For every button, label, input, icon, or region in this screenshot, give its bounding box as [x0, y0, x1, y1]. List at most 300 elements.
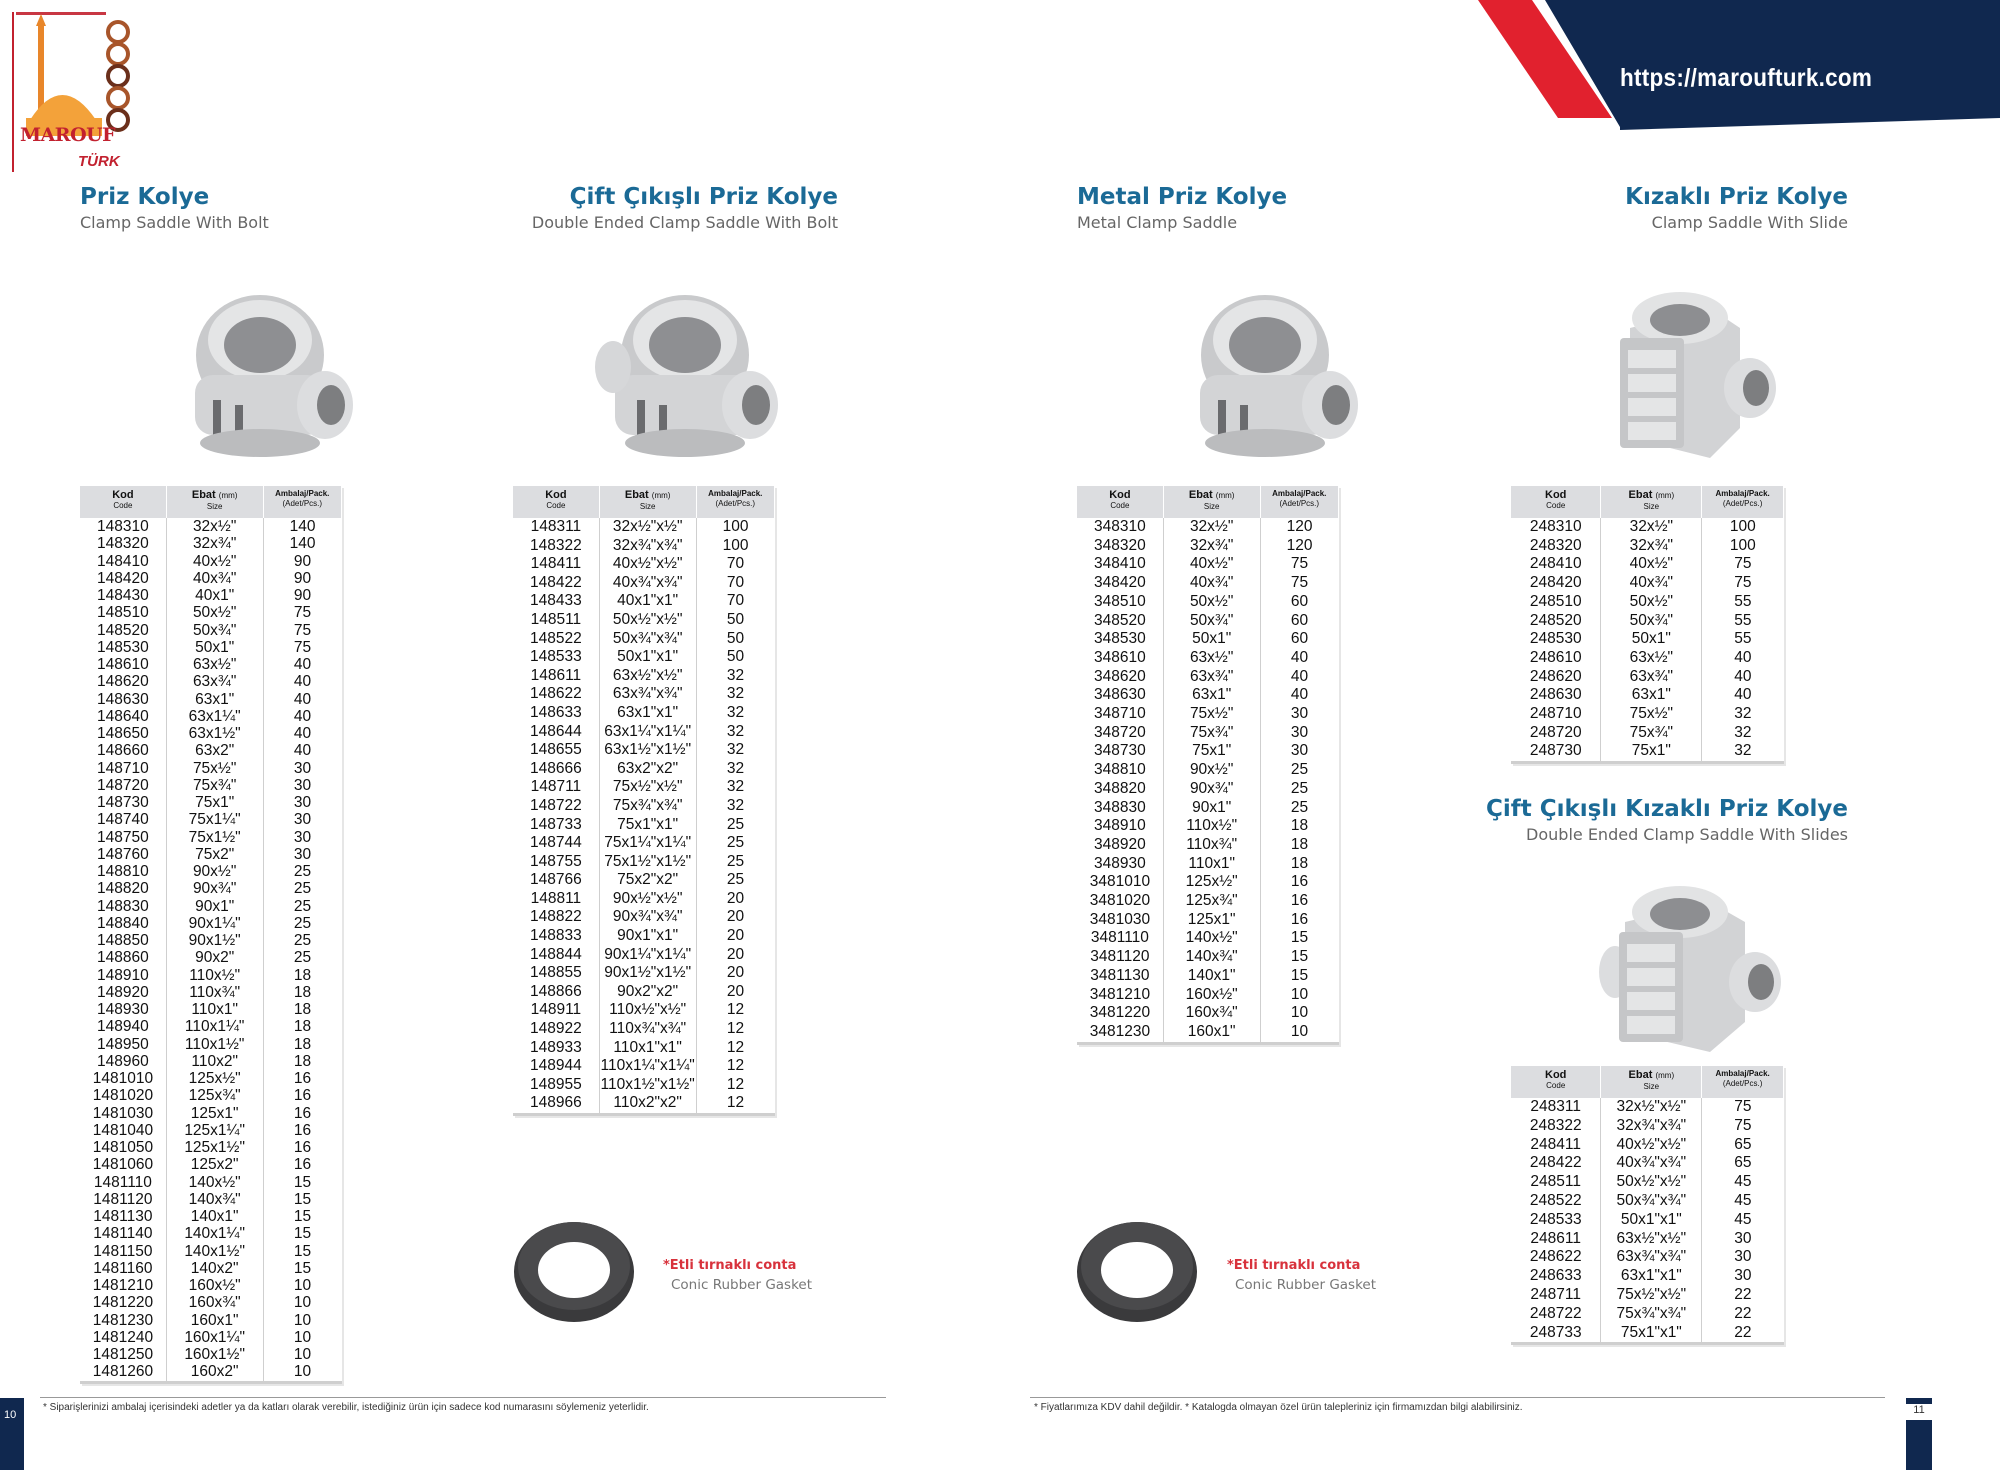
cell-size: 32x½" — [1163, 518, 1260, 537]
cell-code: 148930 — [80, 1001, 166, 1018]
cell-size: 125x¾" — [166, 1087, 263, 1104]
header-pack-en: (Adet/Pcs.) — [1722, 1079, 1763, 1088]
cell-pack: 30 — [293, 845, 312, 863]
cell-pack: 15 — [1290, 929, 1309, 947]
cell-size: 75x1" — [1163, 742, 1260, 761]
cell-pack: 32 — [726, 703, 745, 721]
cell-code: 1481230 — [80, 1312, 166, 1329]
cell-size: 63x1"x1" — [1601, 1267, 1702, 1286]
header-size — [1163, 486, 1260, 518]
cell-code: 1481120 — [80, 1191, 166, 1208]
header-pack — [1702, 486, 1784, 518]
cell-pack: 100 — [722, 518, 749, 535]
cell-code: 248511 — [1511, 1173, 1601, 1192]
gasket-image-left — [510, 1212, 640, 1327]
cell-code: 148733 — [513, 816, 599, 835]
table-header-row — [80, 486, 342, 518]
cell-pack: 65 — [1734, 1154, 1752, 1172]
table-row — [513, 611, 775, 630]
cell-size: 75x1" — [166, 794, 263, 811]
cell-code: 348420 — [1077, 574, 1163, 593]
cell-code: 3481010 — [1077, 873, 1163, 892]
cell-code: 148933 — [513, 1039, 599, 1058]
table-row — [80, 535, 342, 552]
table-row — [513, 983, 775, 1002]
table-row — [80, 1122, 342, 1139]
cell-code: 1481110 — [80, 1174, 166, 1191]
table-cift-kizakli — [1511, 1066, 1784, 1345]
cell-code: 148810 — [80, 863, 166, 880]
gasket-subtitle-right: Conic Rubber Gasket — [1235, 1277, 1377, 1293]
cell-pack: 10 — [263, 1363, 341, 1382]
cell-pack: 75 — [293, 638, 312, 656]
logo-wordmark: MAROUF — [20, 124, 116, 146]
cell-size: 75x1"x1" — [599, 816, 696, 835]
section-title-cift-cikisli: Çift Çıkışlı Priz Kolye — [569, 184, 838, 210]
cell-code: 248310 — [1511, 518, 1601, 537]
table-row — [80, 1053, 342, 1070]
cell-pack: 32 — [726, 685, 745, 703]
cell-size: 63x1½" — [166, 725, 263, 742]
header-code-label: Kod — [1545, 489, 1567, 501]
header-code — [1511, 486, 1601, 518]
cell-pack: 10 — [293, 1294, 312, 1312]
section-subtitle-priz-kolye: Clamp Saddle With Bolt — [80, 213, 269, 232]
cell-size: 63x¾"x¾" — [599, 685, 696, 704]
table-row — [513, 1094, 775, 1114]
cell-size: 140x1½" — [166, 1243, 263, 1260]
cell-size: 160x1½" — [166, 1346, 263, 1363]
table-row — [80, 742, 342, 759]
table-row — [513, 797, 775, 816]
cell-pack: 100 — [722, 536, 749, 554]
page-number-left: 10 — [4, 1409, 17, 1421]
table-row — [513, 778, 775, 797]
table-row — [1077, 612, 1339, 631]
cell-code: 148655 — [513, 741, 599, 760]
cell-code: 148760 — [80, 846, 166, 863]
table-row — [1077, 1023, 1339, 1043]
cell-size: 40x1"x1" — [599, 592, 696, 611]
table-row — [1077, 761, 1339, 780]
logo-subtitle: TÜRK — [78, 153, 120, 170]
cell-pack: 70 — [726, 573, 745, 591]
cell-code: 1481130 — [80, 1208, 166, 1225]
cell-code: 348910 — [1077, 817, 1163, 836]
footer-divider-left — [40, 1397, 886, 1398]
cell-size: 63x¾" — [1163, 668, 1260, 687]
table-row — [1511, 1324, 1784, 1344]
cell-pack: 40 — [1290, 686, 1309, 704]
cell-code: 348920 — [1077, 836, 1163, 855]
header-pack — [1702, 1066, 1784, 1098]
cell-size: 75x1½" — [166, 829, 263, 846]
cell-pack: 75 — [1734, 1098, 1752, 1115]
cell-pack: 30 — [1290, 742, 1309, 760]
header-code-en: Code — [546, 501, 566, 510]
cell-code: 148650 — [80, 725, 166, 742]
cell-code: 148720 — [80, 777, 166, 794]
cell-code: 248622 — [1511, 1248, 1601, 1267]
cell-pack: 40 — [1734, 667, 1752, 685]
cell-code: 3481220 — [1077, 1004, 1163, 1023]
cell-size: 40x¾" — [1163, 574, 1260, 593]
table-row — [513, 574, 775, 593]
cell-code: 248722 — [1511, 1305, 1601, 1324]
table-row — [80, 829, 342, 846]
cell-code: 3481120 — [1077, 948, 1163, 967]
cell-size: 90x½"x½" — [599, 890, 696, 909]
cell-size: 140x1" — [1163, 967, 1260, 986]
page-number-right: 11 — [1906, 1404, 1932, 1420]
table-row — [1511, 1173, 1784, 1192]
cell-size: 75x1"x1" — [1601, 1324, 1702, 1344]
table-row — [1511, 1136, 1784, 1155]
cell-code: 148866 — [513, 983, 599, 1002]
cell-size: 160x½" — [1163, 986, 1260, 1005]
cell-pack: 25 — [726, 834, 745, 852]
cell-pack: 30 — [1290, 705, 1309, 723]
cell-size: 160x1" — [166, 1312, 263, 1329]
cell-size: 90x½" — [166, 863, 263, 880]
cell-code: 348510 — [1077, 593, 1163, 612]
table-row — [513, 1020, 775, 1039]
cell-pack: 15 — [293, 1173, 312, 1191]
cell-pack: 40 — [1734, 648, 1752, 666]
cell-size: 32x½" — [1601, 518, 1702, 537]
cell-code: 348530 — [1077, 630, 1163, 649]
table-row — [513, 871, 775, 890]
cell-code: 148740 — [80, 811, 166, 828]
cell-pack: 12 — [726, 1075, 745, 1093]
cell-code: 148520 — [80, 622, 166, 639]
table-row — [513, 537, 775, 556]
cell-code: 348710 — [1077, 705, 1163, 724]
cell-pack: 15 — [293, 1208, 312, 1225]
header-size-en: Size — [206, 502, 223, 511]
cell-pack: 18 — [1290, 854, 1309, 872]
cell-code: 248630 — [1511, 686, 1601, 705]
cell-pack: 25 — [726, 871, 745, 889]
cell-size: 32x¾"x¾" — [1601, 1117, 1702, 1136]
cell-code: 148310 — [80, 518, 166, 535]
cell-code: 1481150 — [80, 1243, 166, 1260]
cell-pack: 20 — [726, 945, 745, 963]
cell-size: 110x1¼" — [166, 1018, 263, 1035]
cell-code: 248533 — [1511, 1211, 1601, 1230]
cell-pack: 18 — [293, 1001, 312, 1018]
cell-pack: 75 — [293, 621, 312, 639]
cell-code: 1481240 — [80, 1329, 166, 1346]
cell-pack: 15 — [293, 1242, 312, 1260]
cell-size: 50x¾" — [1163, 612, 1260, 631]
cell-size: 63x1½"x1½" — [599, 741, 696, 760]
cell-pack: 40 — [293, 656, 312, 673]
cell-pack: 16 — [293, 1070, 312, 1087]
header-code — [1511, 1066, 1601, 1098]
cell-pack: 32 — [726, 759, 745, 777]
table-row — [1077, 911, 1339, 930]
cell-code: 248420 — [1511, 574, 1601, 593]
cell-size: 160x½" — [166, 1277, 263, 1294]
cell-code: 148533 — [513, 648, 599, 667]
cell-pack: 90 — [293, 587, 312, 604]
cell-pack: 32 — [726, 722, 745, 740]
cell-size: 125x2" — [166, 1156, 263, 1173]
section-title-priz-kolye: Priz Kolye — [80, 184, 210, 210]
cell-pack: 140 — [289, 518, 316, 535]
header-size-unit: (mm) — [1215, 491, 1235, 500]
header-code-en: Code — [1546, 501, 1566, 510]
table-row — [513, 667, 775, 686]
table-row — [1077, 836, 1339, 855]
table-row — [1077, 780, 1339, 799]
table-header-row — [513, 486, 775, 518]
cell-code: 148722 — [513, 797, 599, 816]
cell-size: 90x1¼"x1¼" — [599, 946, 696, 965]
cell-size: 75x2" — [166, 846, 263, 863]
table-row — [513, 908, 775, 927]
header-pack-en: (Adet/Pcs.) — [282, 499, 323, 508]
cell-pack: 30 — [293, 759, 312, 777]
table-row — [1511, 724, 1784, 743]
cell-pack: 20 — [726, 927, 745, 945]
cell-pack: 40 — [293, 707, 312, 725]
cell-code: 148840 — [80, 915, 166, 932]
table-row — [80, 1225, 342, 1242]
table-row — [80, 708, 342, 725]
cell-code: 148611 — [513, 667, 599, 686]
table-row — [1511, 555, 1784, 574]
cell-size: 40x½"x½" — [599, 555, 696, 574]
cell-pack: 20 — [726, 908, 745, 926]
cell-size: 110x2" — [166, 1053, 263, 1070]
header-code-label: Kod — [112, 489, 134, 501]
cell-size: 63x1" — [166, 691, 263, 708]
table-row — [80, 1294, 342, 1311]
cell-size: 75x1" — [1601, 742, 1702, 762]
cell-code: 3481020 — [1077, 892, 1163, 911]
cell-size: 75x1¼"x1¼" — [599, 834, 696, 853]
cell-size: 140x1" — [166, 1208, 263, 1225]
cell-code: 248711 — [1511, 1286, 1601, 1305]
table-row — [1511, 1192, 1784, 1211]
table-row — [1511, 1248, 1784, 1267]
table-row — [513, 723, 775, 742]
table-row — [513, 890, 775, 909]
header-size — [599, 486, 696, 518]
cell-code: 348610 — [1077, 649, 1163, 668]
table-row — [1511, 1098, 1784, 1117]
cell-size: 63x¾" — [1601, 668, 1702, 687]
cell-code: 148833 — [513, 927, 599, 946]
table-row — [513, 816, 775, 835]
cell-pack: 30 — [1734, 1229, 1752, 1247]
cell-pack: 32 — [726, 778, 745, 796]
cell-size: 50x1"x1" — [1601, 1211, 1702, 1230]
table-row — [80, 725, 342, 742]
table-row — [1077, 873, 1339, 892]
cell-pack: 40 — [1734, 686, 1752, 704]
cell-pack: 20 — [726, 964, 745, 982]
cell-code: 248733 — [1511, 1324, 1601, 1344]
cell-pack: 18 — [1290, 835, 1309, 853]
table-row — [80, 1036, 342, 1053]
header-pack-en: (Adet/Pcs.) — [715, 499, 756, 508]
cell-size: 50x1"x1" — [599, 648, 696, 667]
cell-pack: 10 — [293, 1346, 312, 1363]
cell-size: 32x¾" — [1163, 537, 1260, 556]
cell-pack: 25 — [1290, 779, 1309, 797]
cell-pack: 15 — [1290, 948, 1309, 966]
cell-code: 148830 — [80, 898, 166, 915]
cell-size: 110x½" — [166, 967, 263, 984]
cell-size: 110x½" — [1163, 817, 1260, 836]
table-row — [80, 1312, 342, 1329]
cell-size: 125x½" — [1163, 873, 1260, 892]
cell-size: 75x½"x½" — [1601, 1286, 1702, 1305]
cell-size: 50x½" — [1601, 593, 1702, 612]
table-row — [80, 1156, 342, 1173]
header-code-label: Kod — [1545, 1069, 1567, 1081]
cell-pack: 65 — [1734, 1135, 1752, 1153]
logo — [8, 10, 134, 172]
cell-code: 348310 — [1077, 518, 1163, 537]
cell-pack: 75 — [1734, 574, 1752, 592]
table-row — [513, 946, 775, 965]
gasket-image-right — [1073, 1212, 1203, 1327]
footer-note-right: * Fiyatlarımıza KDV dahil değildir. * Katalogda olmayan özel ürün talepleriniz için firmamızdan bilgi alabilirsiniz. — [1034, 1402, 1523, 1413]
table-row — [1511, 612, 1784, 631]
cell-pack: 70 — [726, 592, 745, 610]
clamp-saddle-slide-image — [1600, 268, 1780, 468]
cell-pack: 100 — [1729, 518, 1756, 535]
cell-pack: 18 — [293, 1018, 312, 1036]
table-row — [80, 811, 342, 828]
cell-code: 348930 — [1077, 855, 1163, 874]
header-pack — [263, 486, 341, 518]
table-row — [80, 1243, 342, 1260]
header-size-label: Ebat — [1628, 489, 1653, 501]
cell-code: 3481210 — [1077, 986, 1163, 1005]
section-title-cift-kizakli: Çift Çıkışlı Kızaklı Priz Kolye — [1485, 796, 1848, 822]
cell-size: 125x1¼" — [166, 1122, 263, 1139]
cell-code: 1481140 — [80, 1225, 166, 1242]
table-row — [80, 1139, 342, 1156]
table-row — [80, 1070, 342, 1087]
cell-pack: 30 — [293, 776, 312, 794]
cell-code: 248311 — [1511, 1098, 1601, 1117]
cell-pack: 55 — [1734, 611, 1752, 629]
cell-size: 32x¾" — [1601, 537, 1702, 556]
table-header-row — [1511, 486, 1784, 518]
cell-size: 63x1¼"x1¼" — [599, 723, 696, 742]
table-row — [1077, 948, 1339, 967]
cell-code: 248620 — [1511, 668, 1601, 687]
cell-pack: 15 — [293, 1225, 312, 1243]
cell-pack: 40 — [293, 725, 312, 742]
table-row — [1077, 967, 1339, 986]
table-row — [80, 932, 342, 949]
table-row — [80, 656, 342, 673]
cell-code: 148530 — [80, 639, 166, 656]
table-row — [80, 1329, 342, 1346]
section-subtitle-kizakli: Clamp Saddle With Slide — [1651, 213, 1848, 232]
cell-code: 1481060 — [80, 1156, 166, 1173]
table-row — [80, 604, 342, 621]
cell-code: 348520 — [1077, 612, 1163, 631]
cell-pack: 25 — [1290, 761, 1309, 779]
cell-pack: 10 — [1260, 1023, 1338, 1043]
cell-pack: 75 — [1734, 555, 1752, 573]
website-link[interactable]: https://maroufturk.com — [1620, 64, 1873, 92]
cell-size: 63x½"x½" — [599, 667, 696, 686]
cell-code: 348410 — [1077, 555, 1163, 574]
cell-pack: 12 — [696, 1094, 774, 1114]
cell-size: 110x1"x1" — [599, 1039, 696, 1058]
cell-code: 148320 — [80, 535, 166, 552]
header-size-label: Ebat — [1628, 1069, 1653, 1081]
cell-size: 50x1" — [1163, 630, 1260, 649]
table-row — [1077, 705, 1339, 724]
cell-pack: 25 — [1290, 798, 1309, 816]
cell-pack: 30 — [293, 794, 312, 811]
table-row — [1077, 1004, 1339, 1023]
table-row — [1077, 630, 1339, 649]
table-row — [80, 794, 342, 811]
table-row — [80, 949, 342, 966]
header-size-en: Size — [1643, 502, 1660, 511]
cell-code: 148966 — [513, 1094, 599, 1114]
section-subtitle-metal: Metal Clamp Saddle — [1077, 213, 1238, 232]
cell-pack: 40 — [293, 673, 312, 691]
cell-size: 50x1" — [166, 639, 263, 656]
table-row — [1511, 518, 1784, 537]
cell-code: 148422 — [513, 574, 599, 593]
cell-size: 90x1¼" — [166, 915, 263, 932]
table-row — [513, 518, 775, 537]
cell-size: 110x1" — [166, 1001, 263, 1018]
cell-pack: 50 — [726, 629, 745, 647]
header-size-en: Size — [1203, 502, 1220, 511]
table-row — [513, 1076, 775, 1095]
cell-size: 50x½"x½" — [1601, 1173, 1702, 1192]
header-banner — [0, 0, 2000, 130]
cell-code: 1481020 — [80, 1087, 166, 1104]
cell-size: 160x¾" — [1163, 1004, 1260, 1023]
cell-pack: 18 — [1290, 817, 1309, 835]
table-row — [80, 760, 342, 777]
cell-size: 32x½"x½" — [599, 518, 696, 537]
cell-code: 3481230 — [1077, 1023, 1163, 1043]
cell-size: 160x1¼" — [166, 1329, 263, 1346]
table-row — [1077, 574, 1339, 593]
cell-pack: 90 — [293, 552, 312, 570]
table-row — [1077, 855, 1339, 874]
cell-code: 148644 — [513, 723, 599, 742]
cell-code: 148666 — [513, 760, 599, 779]
header-pack-label: Ambalaj/Pack. — [708, 489, 763, 498]
table-row — [1511, 649, 1784, 668]
header-code-label: Kod — [1109, 489, 1131, 501]
cell-size: 110x¾" — [1163, 836, 1260, 855]
table-row — [1511, 1305, 1784, 1324]
cell-size: 63x¾" — [166, 673, 263, 690]
table-priz-kolye — [80, 486, 342, 1384]
cell-code: 148822 — [513, 908, 599, 927]
cell-pack: 50 — [726, 648, 745, 666]
cell-size: 63x1"x1" — [599, 704, 696, 723]
